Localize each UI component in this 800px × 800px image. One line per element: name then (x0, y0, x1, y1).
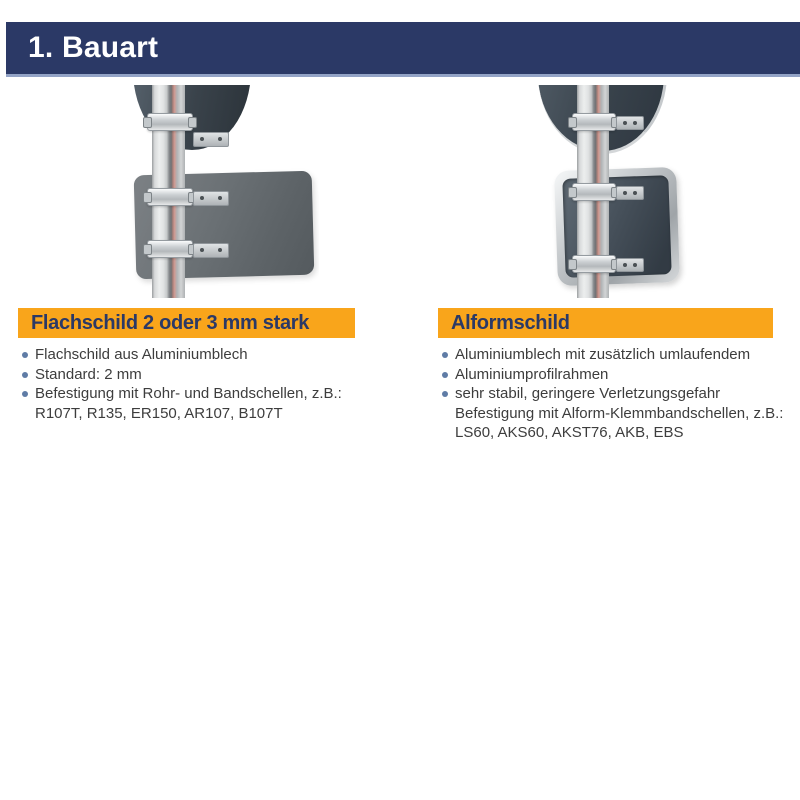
clamp-flange (616, 258, 644, 272)
column-flachschild (18, 308, 358, 423)
bullet-continuation (438, 404, 788, 424)
bullet-dot (442, 352, 448, 358)
band-clamp (147, 188, 193, 206)
clamp-flange (616, 186, 644, 200)
bullet-dot (22, 372, 28, 378)
bullet-item (438, 345, 788, 365)
bullet-item (18, 384, 358, 404)
heading-flachschild: Flachschild 2 oder 3 mm stark (18, 308, 355, 338)
bullet-dot (22, 352, 28, 358)
photo-alformschild (520, 85, 746, 298)
bullet-text: Aluminiumblech mit zusätzlich umlaufendem (455, 346, 751, 363)
column-alformschild (438, 308, 788, 443)
heading-alformschild: Alformschild (438, 308, 773, 338)
bullet-text: R107T, R135, ER150, AR107, B107T (35, 404, 283, 422)
band-clamp (572, 183, 616, 201)
clamp-flange (193, 243, 229, 258)
clamp-flange (193, 132, 229, 147)
band-clamp (147, 240, 193, 258)
bullet-item (438, 365, 788, 385)
bullet-text: Befestigung mit Rohr- und Bandschellen, z.B.: (35, 385, 342, 403)
bullet-item (18, 345, 358, 365)
bullet-list-flachschild (18, 345, 358, 423)
band-clamp (147, 113, 193, 131)
photo-flachschild (103, 85, 319, 298)
bullet-continuation (18, 404, 358, 424)
bullet-text: sehr stabil, geringere Verletzungsgefahr (455, 385, 721, 403)
bullet-dot (442, 391, 448, 397)
band-clamp (572, 113, 616, 131)
page-title-bar (6, 22, 800, 77)
bullet-item (18, 365, 358, 385)
clamp-flange (616, 116, 644, 130)
bullet-list-alformschild (438, 345, 788, 443)
bullet-text: LS60, AKS60, AKST76, AKB, EBS (455, 424, 684, 442)
bullet-text: Befestigung mit Alform-Klemmbandschellen, z.B.: (455, 404, 784, 422)
bullet-text: Aluminiumprofilrahmen (455, 365, 609, 383)
bullet-text: Flachschild aus Aluminiumblech (35, 346, 248, 363)
bullet-dot (442, 372, 448, 378)
bullet-dot (22, 391, 28, 397)
band-clamp (572, 255, 616, 273)
clamp-flange (193, 191, 229, 206)
page-title: 1. Bauart (28, 31, 159, 64)
bullet-item (438, 384, 788, 404)
bullet-text: Standard: 2 mm (35, 365, 142, 383)
bullet-continuation (438, 423, 788, 443)
